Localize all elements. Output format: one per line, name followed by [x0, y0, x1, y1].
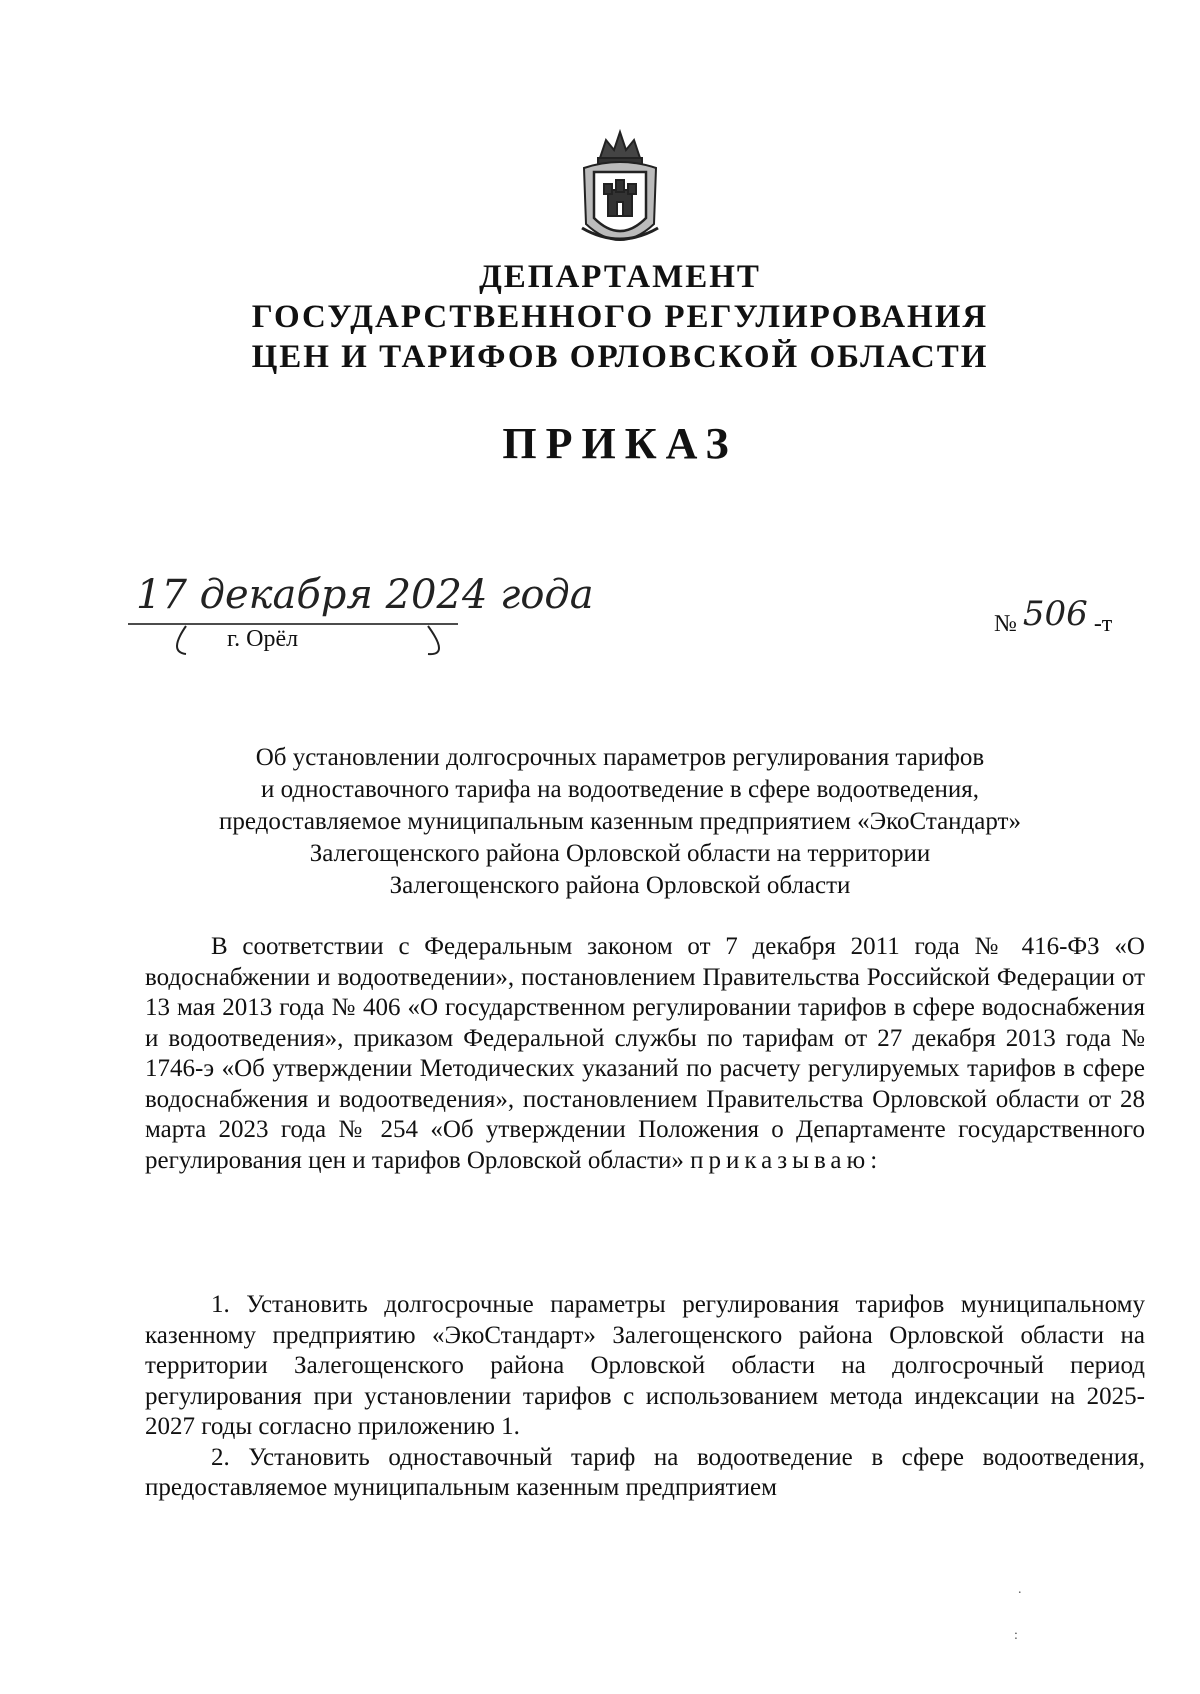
city-label: г. Орёл — [227, 626, 299, 652]
subject-line: Залегощенского района Орловской области — [389, 872, 851, 899]
subject-line: предоставляемое муниципальным казенным предприятием «ЭкоСтандарт» — [219, 808, 1021, 835]
order-items — [145, 1290, 1145, 1504]
coat-of-arms-icon — [576, 128, 664, 256]
order-word: приказываю: — [690, 1146, 883, 1174]
subject-line: Залегощенского района Орловской области на территории — [309, 840, 931, 867]
subject-line: Об установлении долгосрочных параметров регулирования тарифов — [255, 744, 985, 771]
document-type-title: ПРИКАЗ — [502, 419, 738, 468]
scan-speck: . — [1018, 1582, 1022, 1597]
preamble-text: В соответствии с Федеральным законом от 7 декабря 2011 года № 416-ФЗ «О водоснабжении и водоотведении», постановлением Правительства Российской Федерации от 13 мая 2013 года № 406 «О государственном регулировании тарифов в сфере водоснабжения и водоотведения», приказом Федеральной службы по тарифам от 27 декабря 2013 года № 1746-э «Об утверждении Методических указаний по расчету регулируемых тарифов в сфере водоснабжения и водоотведения», постановлением Правительства Орловской области от 28 марта 2023 года № 254 «Об утверждении Положения о Департаменте государственного регулирования цен и тарифов Орловской области» — [145, 933, 1145, 1174]
number-sign: № — [994, 611, 1017, 637]
department-title-line-3: ЦЕН И ТАРИФОВ ОРЛОВСКОЙ ОБЛАСТИ — [251, 339, 989, 375]
order-item-2: 2. Установить одноставочный тариф на водоотведение в сфере водоотведения, предоставляемое муниципальным казенным предприятием — [145, 1443, 1145, 1501]
preamble-paragraph — [145, 932, 1145, 1176]
order-subject — [150, 742, 1090, 902]
handwritten-date: 17 декабря 2024 года — [136, 572, 594, 618]
department-title-line-1: ДЕПАРТАМЕНТ — [479, 259, 761, 295]
scan-speck: : — [1014, 1628, 1018, 1643]
department-title-line-2: ГОСУДАРСТВЕННОГО РЕГУЛИРОВАНИЯ — [251, 299, 989, 335]
handwritten-number: 506 — [1022, 594, 1088, 634]
subject-line: и одноставочного тарифа на водоотведение в сфере водоотведения, — [261, 776, 979, 803]
order-number — [994, 594, 1113, 640]
number-suffix: -т — [1093, 611, 1113, 637]
order-item-1: 1. Установить долгосрочные параметры регулирования тарифов муниципальному казенному предприятию «ЭкоСтандарт» Залегощенского района Орловской области на территории Залегощенского района Орловской области на долгосрочный период регулирования при установлении тарифов с использованием метода индексации на 2025-2027 годы согласно приложению 1. — [145, 1291, 1145, 1440]
